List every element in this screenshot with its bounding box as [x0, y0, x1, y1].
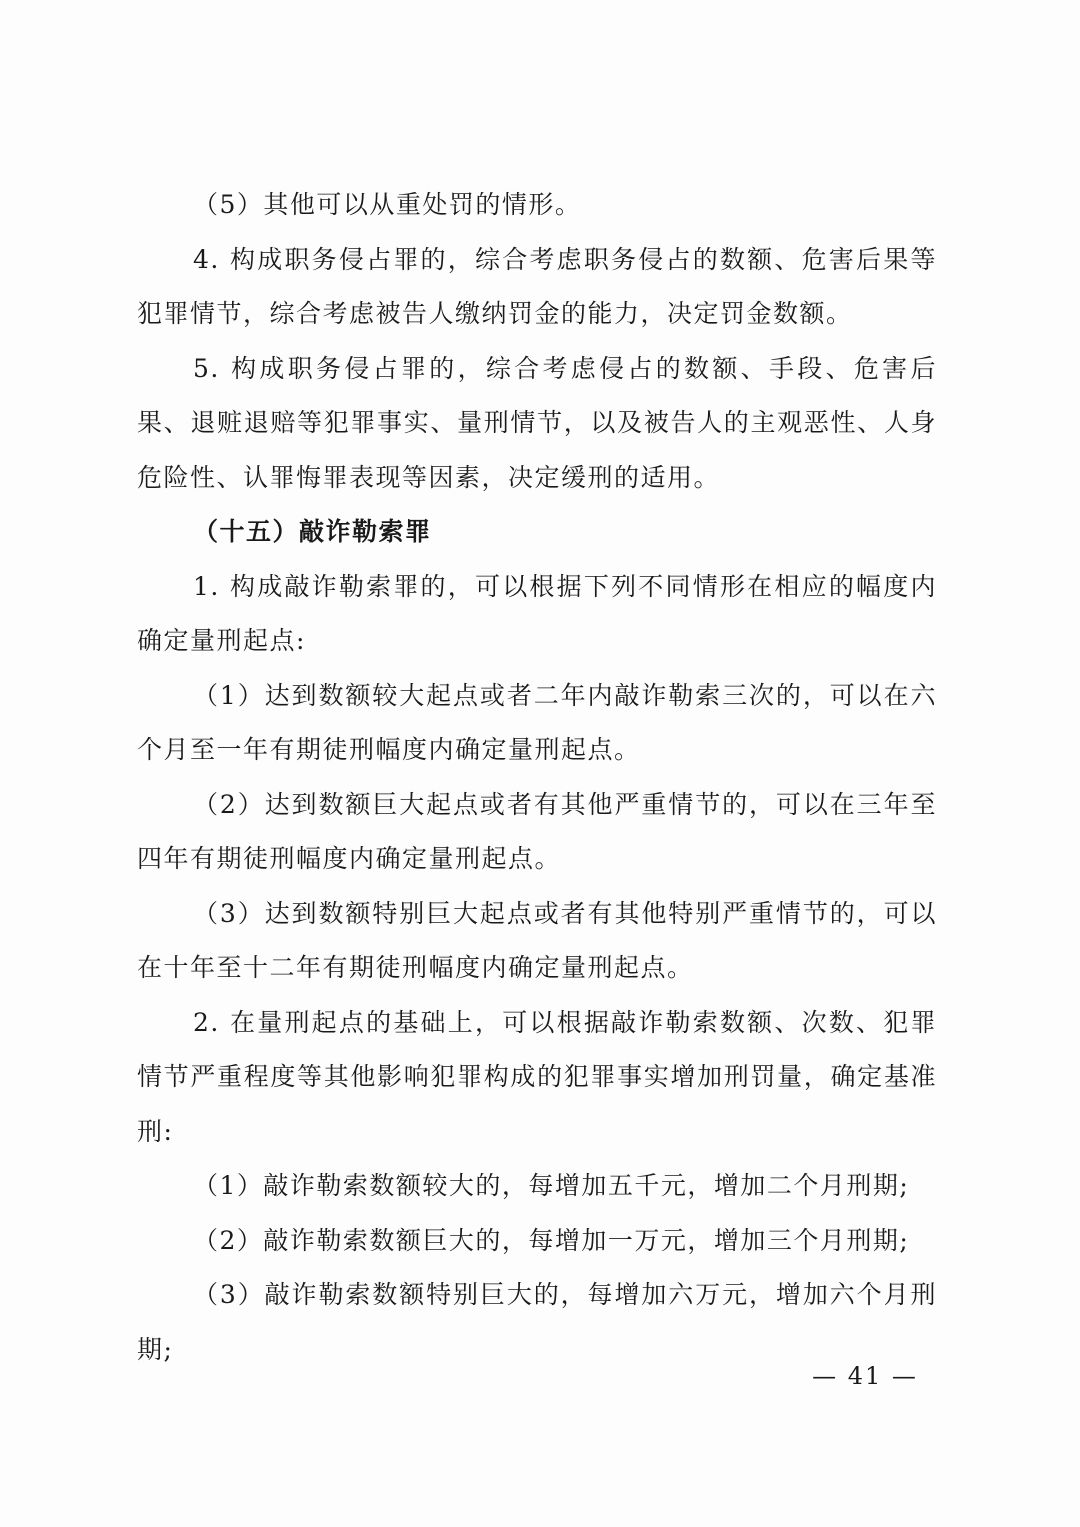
paragraph-item-5: （5）其他可以从重处罚的情形。 — [193, 190, 582, 219]
paragraph-extortion-1-item-1: （1）达到数额较大起点或者二年内敲诈勒索三次的，可以在六个月至一年有期徒刑幅度内确定量刑起点。 — [137, 680, 937, 764]
paragraph-extortion-2-item-2: （2）敲诈勒索数额巨大的，每增加一万元，增加三个月刑期; — [193, 1225, 910, 1255]
document-body — [137, 178, 937, 1377]
paragraph-article-4: 4. 构成职务侵占罪的，综合考虑职务侵占的数额、危害后果等犯罪情节，综合考虑被告人缴纳罚金的能力，决定罚金数额。 — [137, 244, 937, 328]
paragraph-extortion-2-item-3: （3）敲诈勒索数额特别巨大的，每增加六万元，增加六个月刑期; — [137, 1280, 937, 1364]
section-heading-extortion: （十五）敲诈勒索罪 — [193, 517, 432, 546]
paragraph-article-5: 5. 构成职务侵占罪的，综合考虑侵占的数额、手段、危害后果、退赃退赔等犯罪事实、量刑情节，以及被告人的主观恶性、人身危险性、认罪悔罪表现等因素，决定缓刑的适用。 — [137, 353, 937, 492]
paragraph-extortion-2-item-1: （1）敲诈勒索数额较大的，每增加五千元，增加二个月刑期; — [193, 1171, 910, 1200]
paragraph-extortion-2: 2. 在量刑起点的基础上，可以根据敲诈勒索数额、次数、犯罪情节严重程度等其他影响犯罪构成的犯罪事实增加刑罚量，确定基准刑: — [137, 1007, 937, 1146]
paragraph-extortion-1-item-3: （3）达到数额特别巨大起点或者有其他特别严重情节的，可以在十年至十二年有期徒刑幅度内确定量刑起点。 — [137, 898, 937, 982]
paragraph-extortion-1-item-2: （2）达到数额巨大起点或者有其他严重情节的，可以在三年至四年有期徒刑幅度内确定量刑起点。 — [137, 789, 937, 873]
paragraph-extortion-1: 1. 构成敲诈勒索罪的，可以根据下列不同情形在相应的幅度内确定量刑起点: — [137, 571, 937, 655]
page-number: — 41 — — [812, 1362, 918, 1390]
